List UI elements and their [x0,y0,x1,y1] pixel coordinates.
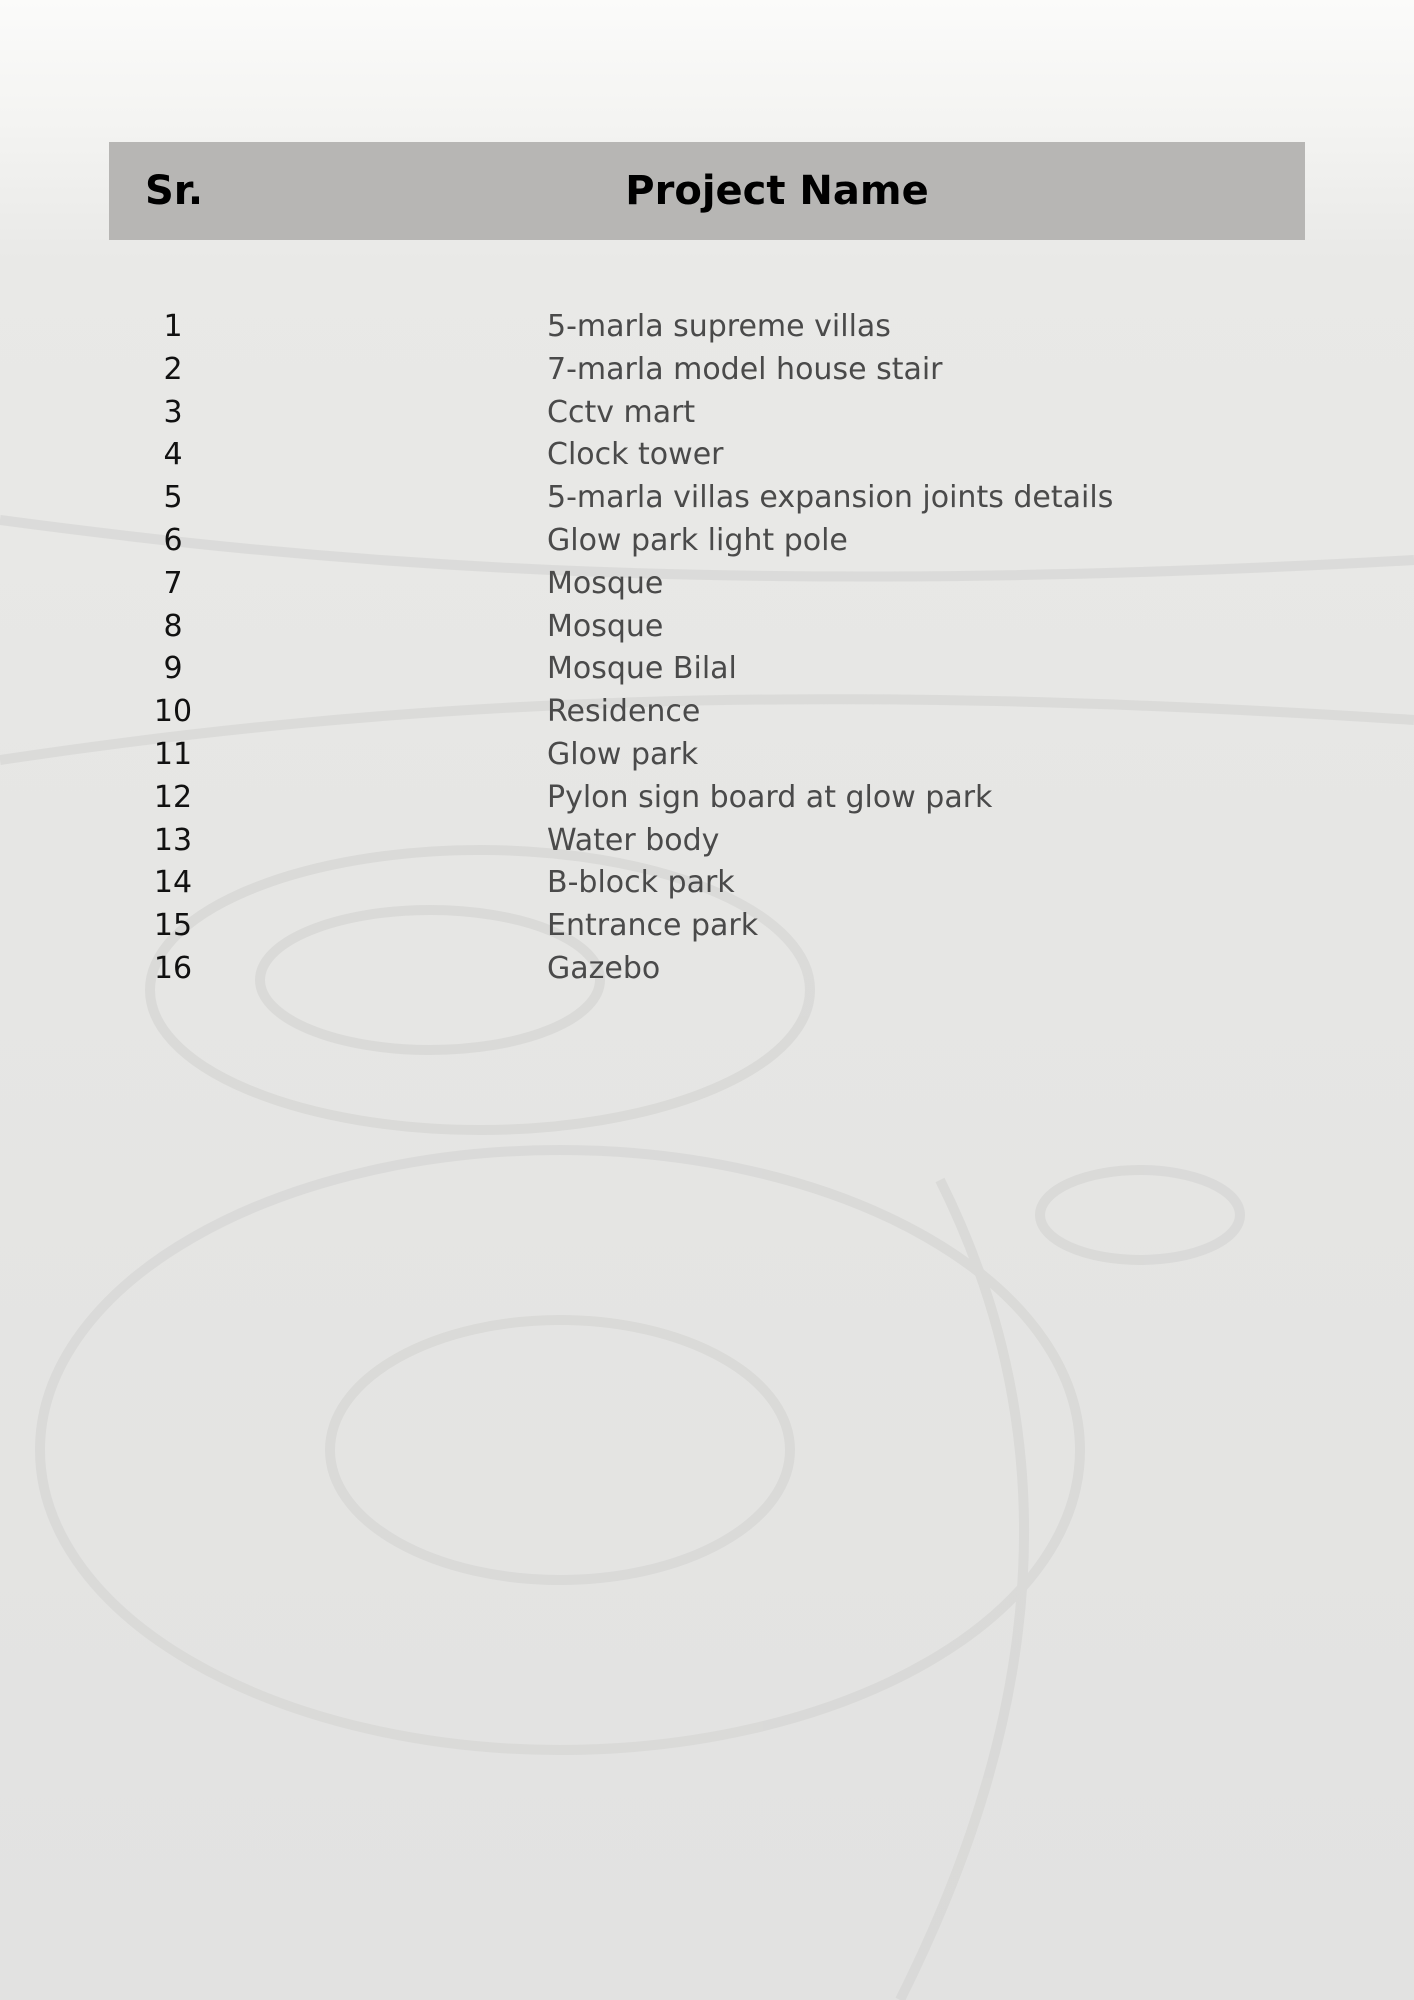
project-name: Pylon sign board at glow park [547,779,993,815]
row-number: 3 [163,394,183,430]
table-row [0,691,1414,734]
table-row [0,434,1414,477]
row-number: 10 [153,694,193,730]
table-row [0,648,1414,691]
row-number: 12 [153,779,193,815]
project-name: Glow park light pole [547,522,848,558]
project-name: Gazebo [547,950,661,986]
row-number: 16 [153,950,193,986]
table-row [0,862,1414,905]
row-number: 2 [163,351,183,387]
project-name: 5-marla villas expansion joints details [547,480,1114,516]
row-number: 11 [153,736,193,772]
project-name: Mosque [547,565,664,601]
row-number: 6 [163,522,183,558]
row-number: 4 [163,437,183,473]
project-name: Mosque [547,608,664,644]
row-number: 9 [163,651,183,687]
row-number: 8 [163,608,183,644]
table-row [0,606,1414,649]
table-row [0,777,1414,820]
project-name: Water body [547,822,720,858]
project-name: Glow park [547,736,699,772]
project-name: Entrance park [547,908,759,944]
row-number: 13 [153,822,193,858]
table-row [0,349,1414,392]
table-row [0,477,1414,520]
project-name: B-block park [547,865,735,901]
project-name: Mosque Bilal [547,651,737,687]
project-name: Residence [547,694,701,730]
sr-column-header: Sr. [145,168,204,214]
table-row [0,820,1414,863]
row-number: 1 [163,309,183,344]
row-number: 15 [153,908,193,944]
project-name: Cctv mart [547,394,696,430]
project-name: 5-marla supreme villas [547,309,891,344]
project-name: Clock tower [547,437,724,473]
table-row [0,905,1414,948]
project-name-column-header: Project Name [625,168,929,214]
table-row [0,948,1414,991]
table-row [0,734,1414,777]
project-name: 7-marla model house stair [547,351,943,387]
table-header [109,142,1305,240]
table-row [0,520,1414,563]
table-row [0,306,1414,349]
project-list [0,306,1414,991]
row-number: 14 [153,865,193,901]
table-row [0,563,1414,606]
row-number: 5 [163,480,183,516]
row-number: 7 [163,565,183,601]
table-row [0,392,1414,435]
